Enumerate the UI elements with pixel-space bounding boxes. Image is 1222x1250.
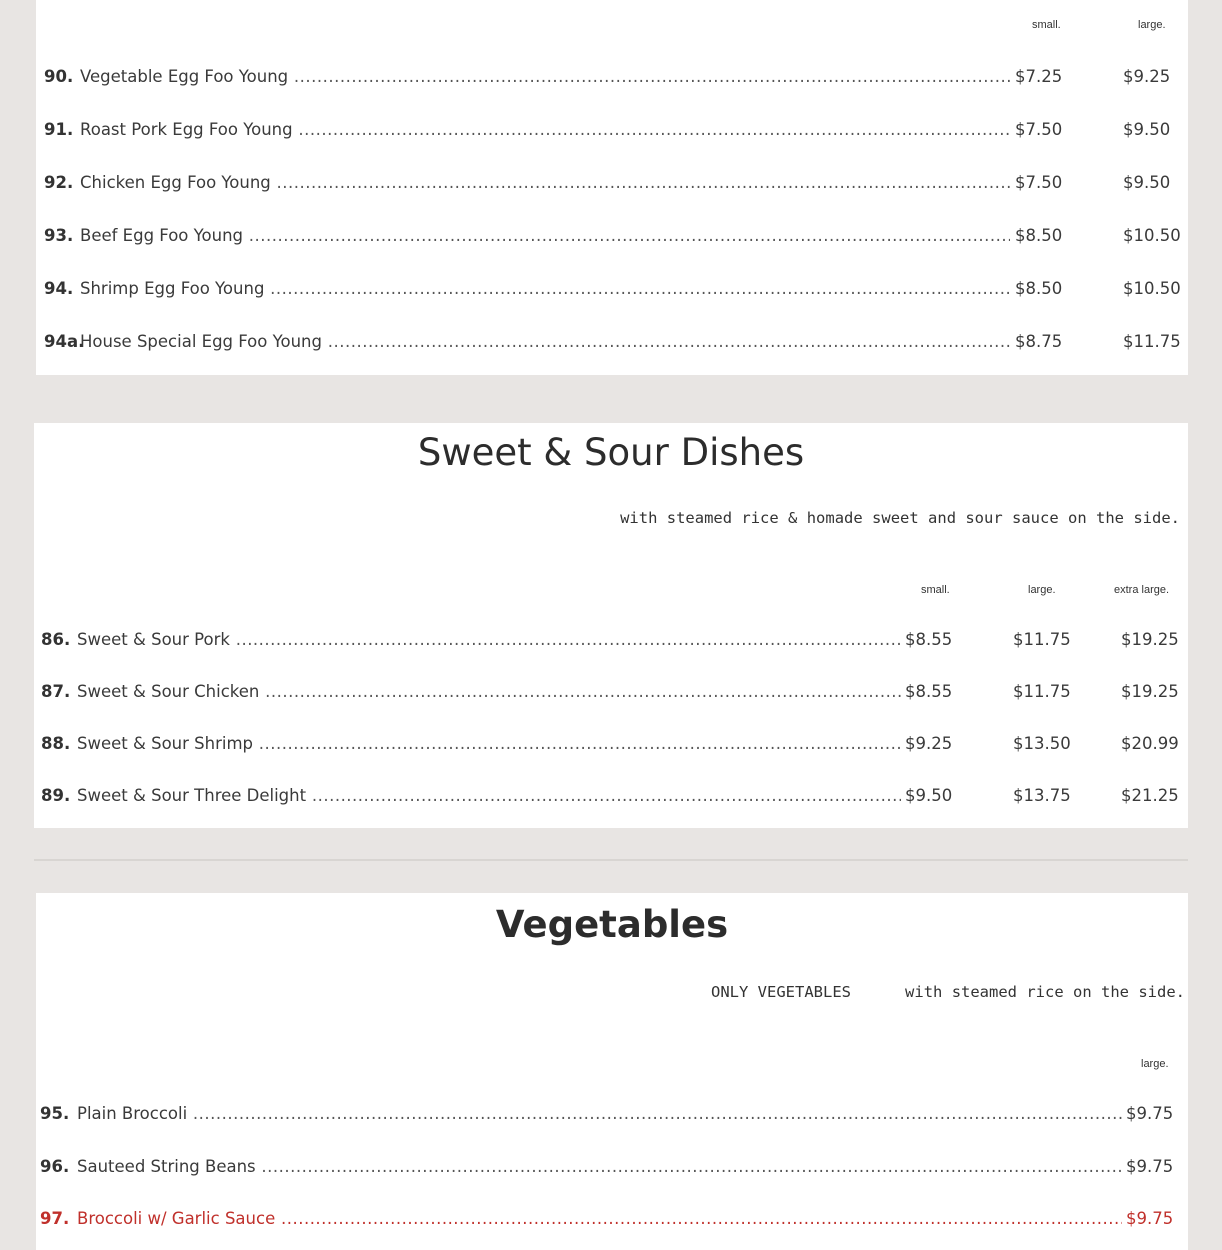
item-number: 94a.	[44, 332, 85, 351]
menu-item-96[interactable]	[36, 1155, 1188, 1179]
price-small: $8.50	[1015, 226, 1063, 245]
price-large: $11.75	[1123, 332, 1181, 351]
item-number: 89.	[41, 786, 71, 805]
price-extra-large: $19.25	[1121, 630, 1179, 649]
price-large: $13.50	[1013, 734, 1071, 753]
item-number: 88.	[41, 734, 71, 753]
price-extra-large: $20.99	[1121, 734, 1179, 753]
item-number: 92.	[44, 173, 74, 192]
item-name: Broccoli w/ Garlic Sauce .....	[77, 1207, 1122, 1231]
item-name: House Special Egg Foo Young .....	[80, 330, 1010, 354]
menu-item-86[interactable]	[34, 628, 1188, 652]
price-small: $7.50	[1015, 120, 1063, 139]
menu-item-90[interactable]	[36, 65, 1188, 89]
price-small: $8.75	[1015, 332, 1063, 351]
price-extra-large: $21.25	[1121, 786, 1179, 805]
price-small: $7.25	[1015, 67, 1063, 86]
price-large: $10.50	[1123, 226, 1181, 245]
price-large: $9.75	[1126, 1157, 1174, 1176]
item-name: Sweet & Sour Three Delight .....	[77, 784, 901, 808]
price-small: $8.50	[1015, 279, 1063, 298]
section-note: ONLY VEGETABLES	[711, 983, 851, 1001]
col-header-large: large.	[1028, 584, 1056, 596]
price-small: $9.25	[905, 734, 953, 753]
sweet-sour-section	[34, 423, 1188, 828]
item-name: Plain Broccoli .....	[77, 1102, 1122, 1126]
item-number: 90.	[44, 67, 74, 86]
item-number: 95.	[40, 1104, 70, 1123]
menu-item-94a[interactable]	[36, 330, 1188, 354]
item-name: Shrimp Egg Foo Young .....	[80, 277, 1010, 301]
item-number: 94.	[44, 279, 74, 298]
section-title: Vegetables	[495, 903, 729, 946]
egg-foo-young-section	[36, 0, 1188, 375]
price-large: $10.50	[1123, 279, 1181, 298]
item-number: 86.	[41, 630, 71, 649]
section-divider	[34, 859, 1188, 861]
vegetables-section	[36, 893, 1188, 1250]
price-large: $13.75	[1013, 786, 1071, 805]
menu-item-97[interactable]	[36, 1207, 1188, 1231]
price-small: $9.50	[905, 786, 953, 805]
col-header-large: large.	[1138, 19, 1166, 31]
price-large: $11.75	[1013, 630, 1071, 649]
price-large: $9.25	[1123, 67, 1171, 86]
price-small: $8.55	[905, 630, 953, 649]
col-header-large: large.	[1141, 1058, 1169, 1070]
item-name: Roast Pork Egg Foo Young .....	[80, 118, 1010, 142]
menu-item-87[interactable]	[34, 680, 1188, 704]
section-title: Sweet & Sour Dishes	[417, 431, 805, 474]
menu-item-95[interactable]	[36, 1102, 1188, 1126]
price-large: $11.75	[1013, 682, 1071, 701]
price-small: $8.55	[905, 682, 953, 701]
section-subtitle: with steamed rice on the side.	[905, 983, 1185, 1001]
section-subtitle: with steamed rice & homade sweet and sour sauce on the side.	[620, 509, 1180, 527]
item-name: Sauteed String Beans .....	[77, 1155, 1122, 1179]
price-small: $7.50	[1015, 173, 1063, 192]
price-large: $9.75	[1126, 1104, 1174, 1123]
item-number: 91.	[44, 120, 74, 139]
menu-item-89[interactable]	[34, 784, 1188, 808]
item-name: Sweet & Sour Pork .....	[77, 628, 901, 652]
menu-item-93[interactable]	[36, 224, 1188, 248]
item-name: Sweet & Sour Shrimp .....	[77, 732, 901, 756]
price-extra-large: $19.25	[1121, 682, 1179, 701]
menu-item-88[interactable]	[34, 732, 1188, 756]
price-large: $9.50	[1123, 173, 1171, 192]
item-number: 93.	[44, 226, 74, 245]
item-number: 87.	[41, 682, 71, 701]
item-number: 96.	[40, 1157, 70, 1176]
col-header-small: small.	[921, 584, 950, 596]
item-name: Vegetable Egg Foo Young .....	[80, 65, 1010, 89]
price-large: $9.50	[1123, 120, 1171, 139]
item-number: 97.	[40, 1209, 70, 1228]
col-header-extra-large: extra large.	[1114, 584, 1170, 596]
item-name: Sweet & Sour Chicken .....	[77, 680, 901, 704]
menu-item-94[interactable]	[36, 277, 1188, 301]
price-large: $9.75	[1126, 1209, 1174, 1228]
menu-item-92[interactable]	[36, 171, 1188, 195]
menu-item-91[interactable]	[36, 118, 1188, 142]
item-name: Chicken Egg Foo Young .....	[80, 171, 1010, 195]
col-header-small: small.	[1032, 19, 1061, 31]
item-name: Beef Egg Foo Young .....	[80, 224, 1010, 248]
